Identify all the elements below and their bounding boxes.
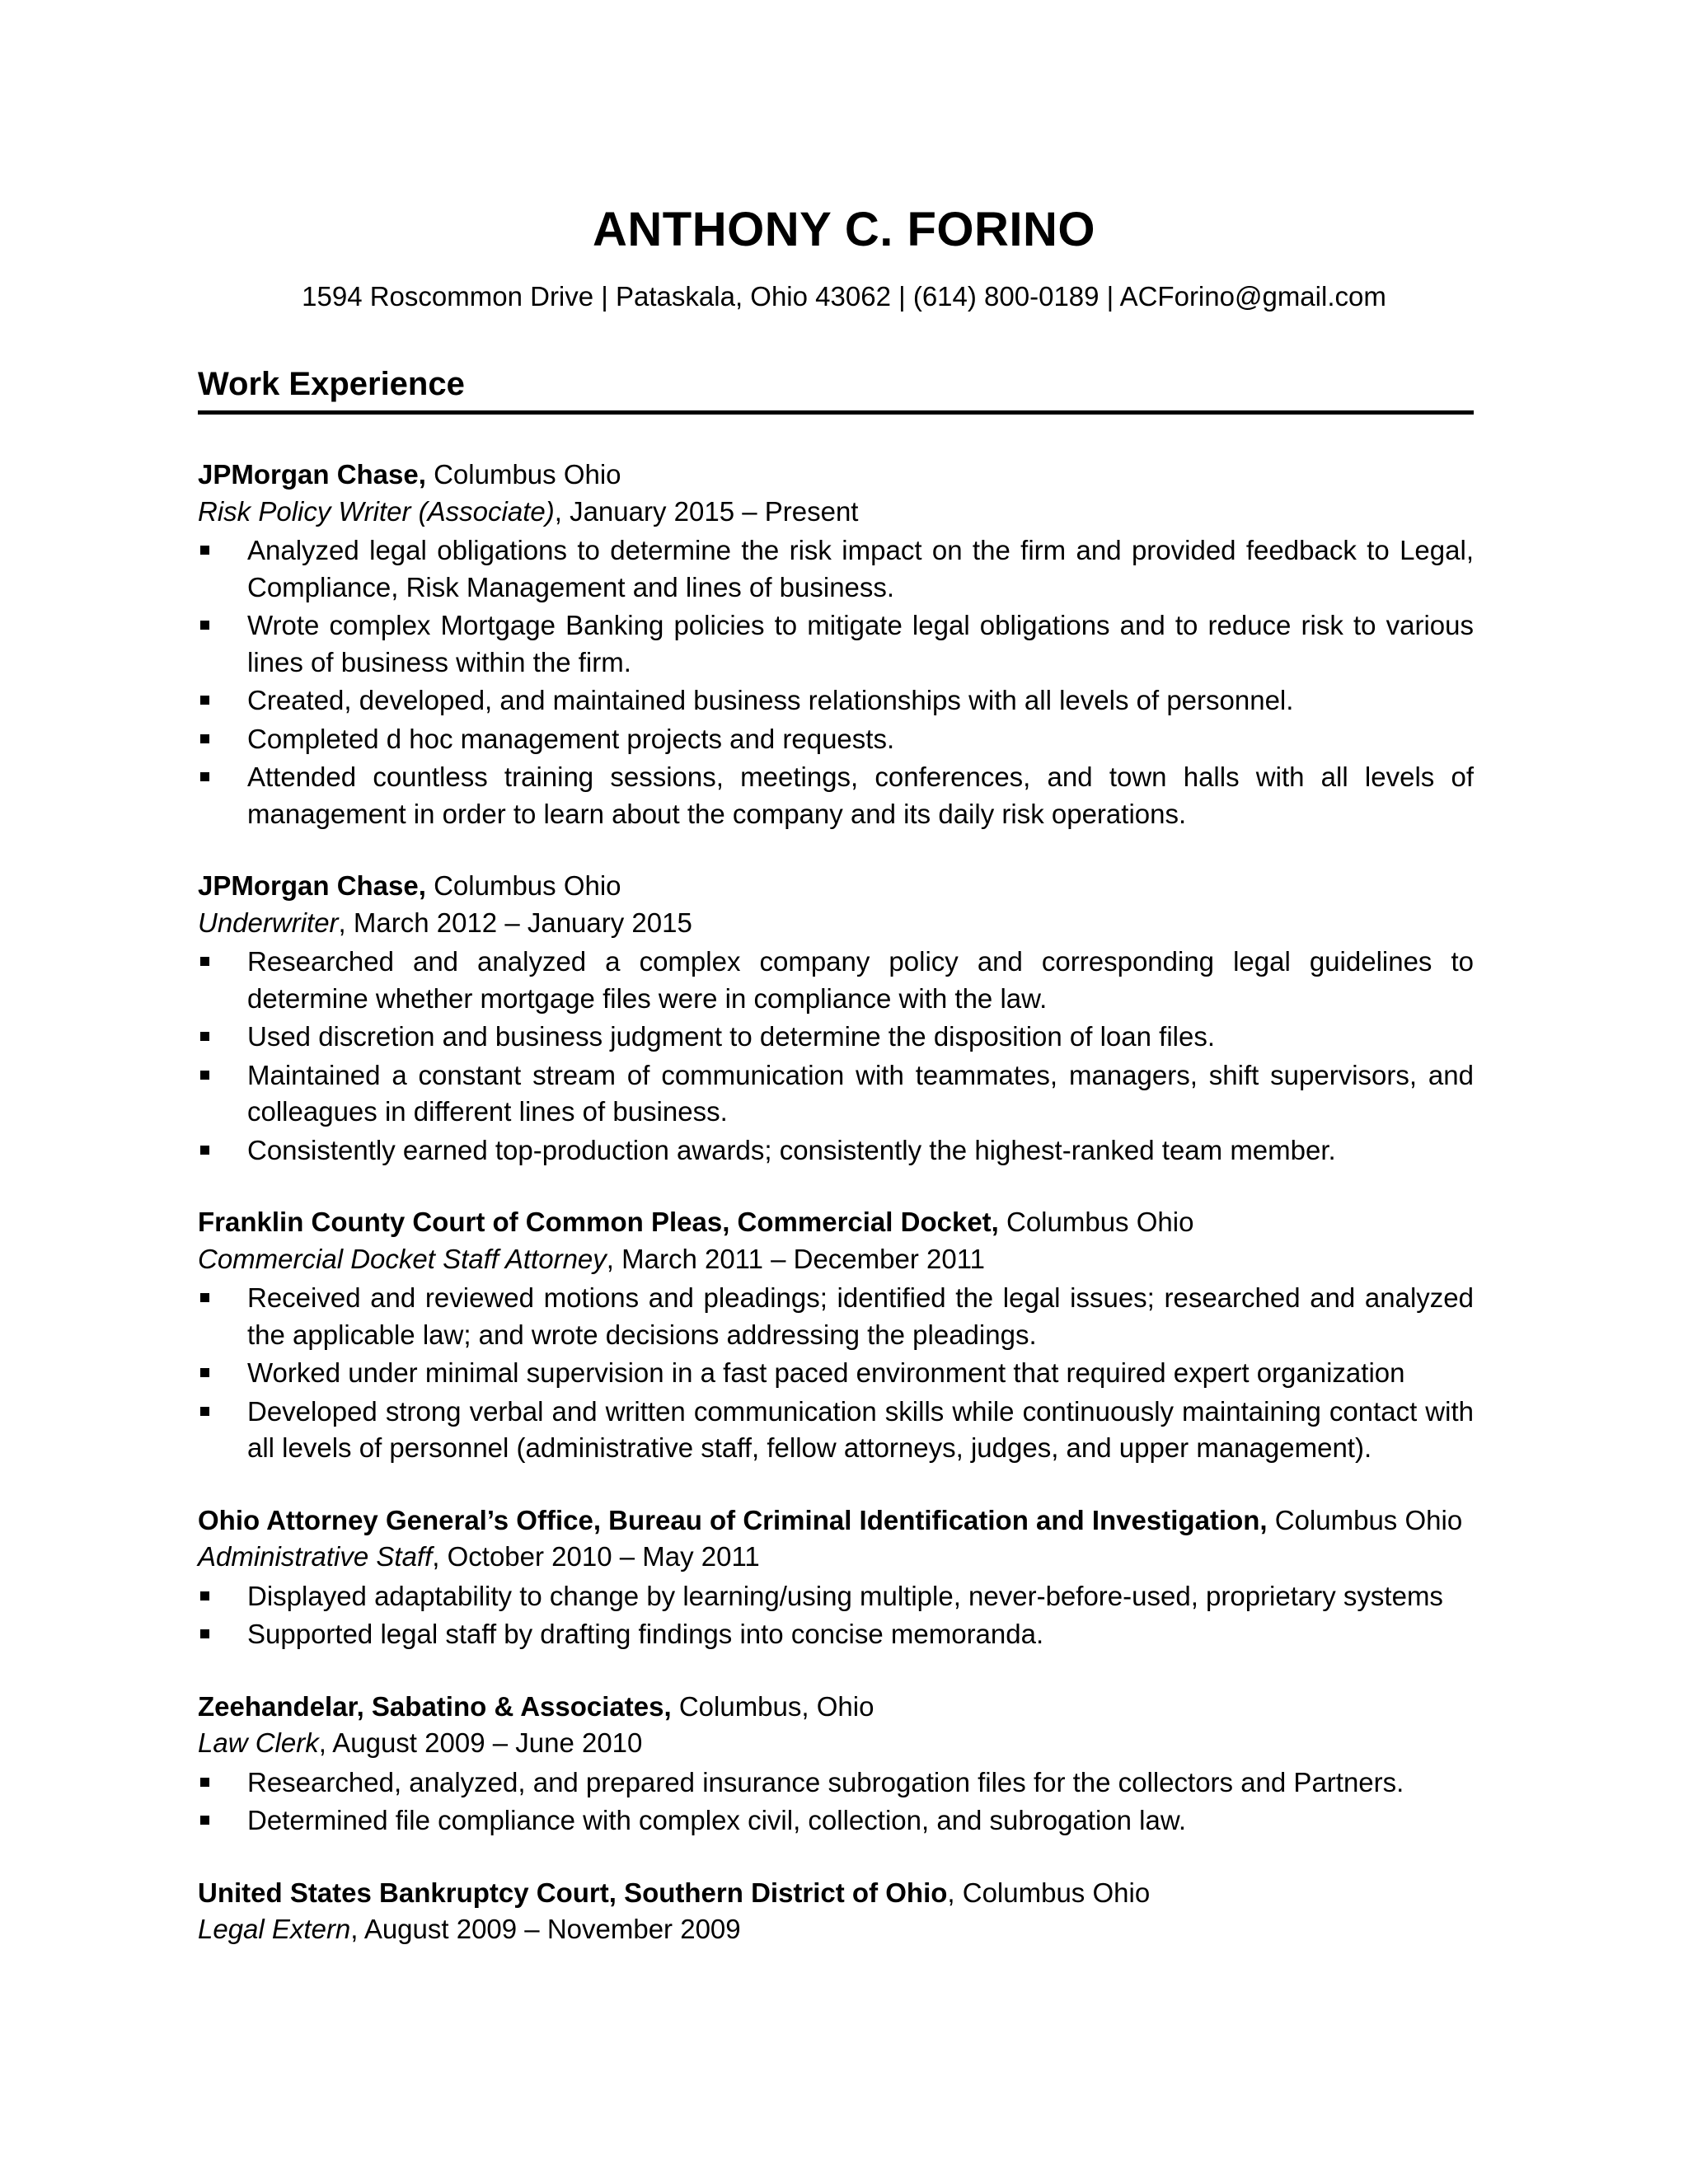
job-bullet-text: Received and reviewed motions and pleadings; identified the legal issues; researched and analyzed the applicable law; and wrote decisions addressing the pleadings. bbox=[247, 1282, 1474, 1350]
job-bullet-text: Wrote complex Mortgage Banking policies to mitigate legal obligations and to reduce risk to various lines of business within the firm. bbox=[247, 610, 1474, 677]
job-role-line bbox=[198, 1539, 1474, 1576]
job-bullet bbox=[198, 1802, 1474, 1840]
square-bullet-icon bbox=[200, 1407, 209, 1416]
square-bullet-icon bbox=[200, 1816, 209, 1825]
job-entry bbox=[198, 1502, 1474, 1653]
job-role-line bbox=[198, 1911, 1474, 1948]
job-entry bbox=[198, 1204, 1474, 1467]
contact-line: 1594 Roscommon Drive | Pataskala, Ohio 43062 | (614) 800-0189 | ACForino@gmail.com bbox=[302, 281, 1386, 312]
job-bullet bbox=[198, 1355, 1474, 1392]
job-bullet-list bbox=[198, 944, 1474, 1169]
job-bullet-text: Completed d hoc management projects and requests. bbox=[247, 723, 895, 754]
job-bullet bbox=[198, 1578, 1474, 1615]
job-dates: , March 2012 – January 2015 bbox=[338, 907, 692, 938]
job-bullet bbox=[198, 1280, 1474, 1353]
job-role: Administrative Staff bbox=[198, 1541, 433, 1572]
job-entry bbox=[198, 1689, 1474, 1840]
job-location: Columbus Ohio bbox=[1267, 1504, 1463, 1535]
job-employer: JPMorgan Chase, bbox=[198, 870, 426, 901]
square-bullet-icon bbox=[200, 1591, 209, 1601]
job-bullet-text: Analyzed legal obligations to determine the risk impact on the firm and provided feedback to Legal, Compliance, Risk Management and lines of business. bbox=[247, 535, 1474, 602]
job-heading bbox=[198, 1689, 1474, 1726]
square-bullet-icon bbox=[200, 1146, 209, 1155]
job-bullet bbox=[198, 1765, 1474, 1802]
job-dates: , March 2011 – December 2011 bbox=[606, 1243, 985, 1274]
job-role: Law Clerk bbox=[198, 1727, 319, 1758]
job-bullet bbox=[198, 1394, 1474, 1467]
job-bullet-list bbox=[198, 1765, 1474, 1840]
job-employer: Ohio Attorney General’s Office, Bureau of Criminal Identification and Investigation, bbox=[198, 1504, 1268, 1535]
square-bullet-icon bbox=[200, 1368, 209, 1377]
job-bullet-list bbox=[198, 532, 1474, 832]
job-dates: , August 2009 – November 2009 bbox=[350, 1914, 741, 1944]
job-location: Columbus Ohio bbox=[425, 459, 621, 490]
job-bullet bbox=[198, 721, 1474, 758]
work-experience-list bbox=[198, 457, 1474, 1984]
job-bullet-text: Worked under minimal supervision in a fast paced environment that required expert organization bbox=[247, 1357, 1405, 1388]
job-role-line bbox=[198, 494, 1474, 531]
job-heading bbox=[198, 1502, 1474, 1540]
job-heading bbox=[198, 457, 1474, 494]
job-role-line bbox=[198, 1241, 1474, 1278]
square-bullet-icon bbox=[200, 546, 209, 555]
job-heading bbox=[198, 1875, 1474, 1912]
job-employer: United States Bankruptcy Court, Southern District of Ohio bbox=[198, 1877, 948, 1908]
square-bullet-icon bbox=[200, 696, 209, 705]
square-bullet-icon bbox=[200, 1032, 209, 1041]
job-location: Columbus Ohio bbox=[998, 1207, 1194, 1237]
job-dates: , August 2009 – June 2010 bbox=[318, 1727, 643, 1758]
job-entry bbox=[198, 1875, 1474, 1948]
section-title-work-experience: Work Experience bbox=[198, 366, 465, 402]
job-bullet-text: Attended countless training sessions, meetings, conferences, and town halls with all levels of management in order to learn about the company and its daily risk operations. bbox=[247, 762, 1474, 829]
job-entry bbox=[198, 868, 1474, 1169]
job-location: , Columbus Ohio bbox=[947, 1877, 1151, 1908]
job-bullet-text: Maintained a constant stream of communication with teammates, managers, shift supervisors, and colleagues in different lines of business. bbox=[247, 1059, 1474, 1127]
square-bullet-icon bbox=[200, 772, 209, 781]
section-divider bbox=[198, 410, 1474, 415]
job-bullet bbox=[198, 682, 1474, 719]
job-bullet bbox=[198, 1132, 1474, 1169]
job-bullet bbox=[198, 944, 1474, 1017]
job-bullet bbox=[198, 607, 1474, 681]
job-bullet-text: Developed strong verbal and written communication skills while continuously maintaining contact with all levels of personnel (administrative staff, fellow attorneys, judges, and upper management). bbox=[247, 1395, 1474, 1463]
job-role: Underwriter bbox=[198, 907, 339, 938]
square-bullet-icon bbox=[200, 957, 209, 966]
job-bullet bbox=[198, 1616, 1474, 1653]
job-bullet-text: Created, developed, and maintained business relationships with all levels of personnel. bbox=[247, 685, 1294, 715]
job-bullet-list bbox=[198, 1280, 1474, 1467]
job-location: Columbus Ohio bbox=[425, 870, 621, 901]
job-dates: , January 2015 – Present bbox=[554, 495, 859, 527]
job-bullet bbox=[198, 759, 1474, 832]
job-heading bbox=[198, 868, 1474, 905]
job-employer: JPMorgan Chase, bbox=[198, 459, 426, 490]
job-role-line bbox=[198, 905, 1474, 942]
job-dates: , October 2010 – May 2011 bbox=[432, 1541, 760, 1572]
job-bullet bbox=[198, 1019, 1474, 1056]
candidate-name: ANTHONY C. FORINO bbox=[593, 203, 1095, 256]
job-bullet-text: Used discretion and business judgment to determine the disposition of loan files. bbox=[247, 1021, 1216, 1052]
job-bullet-text: Supported legal staff by drafting findings into concise memoranda. bbox=[247, 1619, 1044, 1649]
job-role-line bbox=[198, 1725, 1474, 1762]
job-bullet-list bbox=[198, 1578, 1474, 1653]
job-bullet-text: Displayed adaptability to change by learning/using multiple, never-before-used, proprietary systems bbox=[247, 1580, 1443, 1611]
job-location: Columbus, Ohio bbox=[671, 1690, 874, 1722]
job-bullet bbox=[198, 1057, 1474, 1131]
square-bullet-icon bbox=[200, 734, 209, 743]
job-role: Risk Policy Writer (Associate) bbox=[198, 495, 555, 527]
square-bullet-icon bbox=[200, 1629, 209, 1638]
square-bullet-icon bbox=[200, 1778, 209, 1787]
job-bullet-text: Researched and analyzed a complex company policy and corresponding legal guidelines to determine whether mortgage files were in compliance with the law. bbox=[247, 946, 1474, 1014]
job-employer: Franklin County Court of Common Pleas, Commercial Docket, bbox=[198, 1207, 999, 1237]
job-bullet-text: Researched, analyzed, and prepared insurance subrogation files for the collectors and Partners. bbox=[247, 1766, 1404, 1797]
job-heading bbox=[198, 1204, 1474, 1241]
job-role: Commercial Docket Staff Attorney bbox=[198, 1243, 607, 1274]
square-bullet-icon bbox=[200, 1293, 209, 1302]
square-bullet-icon bbox=[200, 621, 209, 630]
job-bullet bbox=[198, 532, 1474, 606]
job-entry bbox=[198, 457, 1474, 832]
job-role: Legal Extern bbox=[198, 1914, 351, 1944]
job-bullet-text: Determined file compliance with complex civil, collection, and subrogation law. bbox=[247, 1805, 1187, 1835]
job-bullet-text: Consistently earned top-production awards; consistently the highest-ranked team member. bbox=[247, 1134, 1336, 1165]
job-employer: Zeehandelar, Sabatino & Associates, bbox=[198, 1690, 672, 1722]
square-bullet-icon bbox=[200, 1071, 209, 1080]
